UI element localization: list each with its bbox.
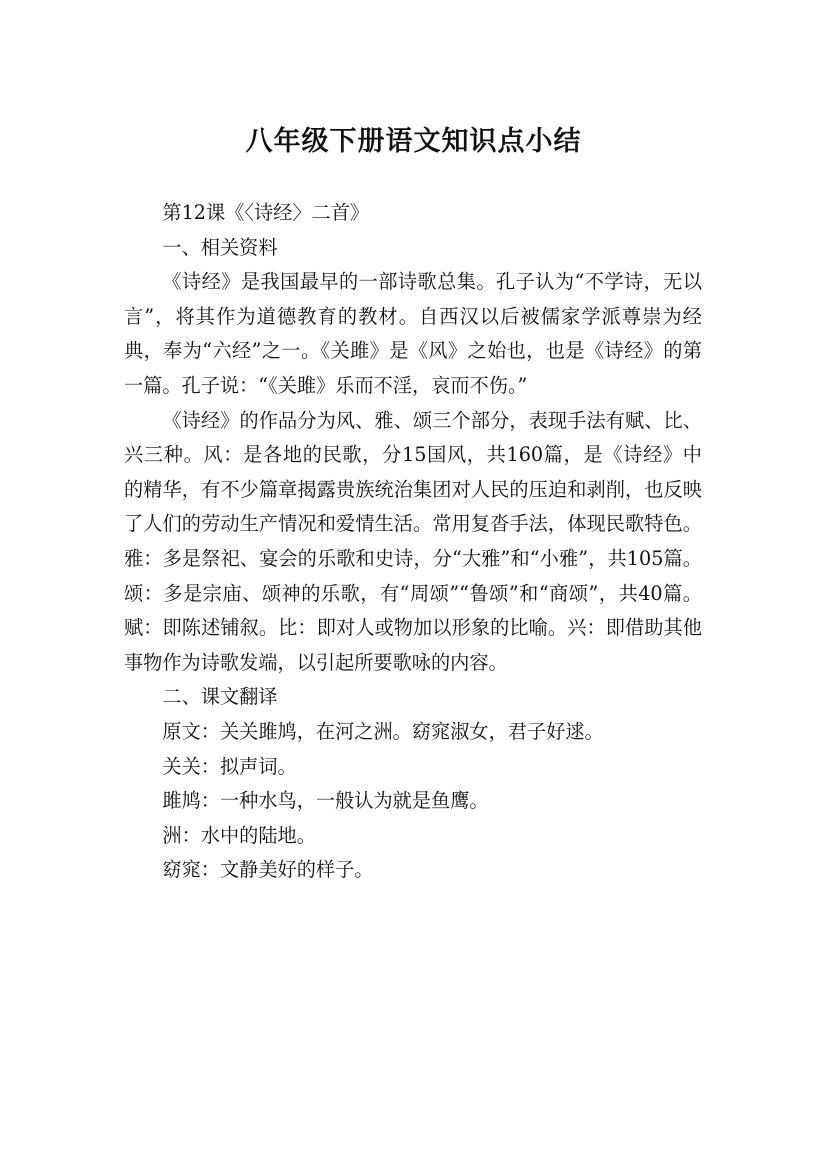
lesson-heading: 第12课《〈诗经〉二首》 <box>162 201 370 224</box>
gloss-yaotiao: 窈窕：文静美好的样子。 <box>162 858 374 882</box>
document-body <box>124 196 702 888</box>
paragraph-shijing-parts: 《诗经》的作品分为风、雅、颂三个部分，表现手法有赋、比、兴三种。风：是各地的民歌，分15国风，共160篇，是《诗经》中的精华，有不少篇章揭露贵族统治集团对人民的压迫和剥削，也反映了人们的劳动生产情况和爱情生活。常用复沓手法，体现民歌特色。雅：多是祭祀、宴会的乐歌和史诗，分“大雅”和“小雅”，共105篇。颂：多是宗庙、颂神的乐歌，有“周颂”“鲁颂”和“商颂”，共40篇。赋：即陈述铺叙。比：即对人或物加以形象的比喻。兴：即借助其他事物作为诗歌发端，以引起所要歌咏的内容。 <box>124 408 702 674</box>
gloss-guanguan: 关关：拟声词。 <box>162 754 297 778</box>
gloss-zhou: 洲：水中的陆地。 <box>162 823 316 847</box>
section-heading-related-materials: 一、相关资料 <box>162 235 278 259</box>
paragraph-original-text: 原文：关关雎鸠，在河之洲。窈窕淑女，君子好逑。 <box>162 719 604 743</box>
section-heading-translation: 二、课文翻译 <box>162 685 278 709</box>
paragraph-shijing-intro: 《诗经》是我国最早的一部诗歌总集。孔子认为“不学诗，无以言”，将其作为道德教育的教材。自西汉以后被儒家学派尊崇为经典，奉为“六经”之一。《关雎》是《风》之始也，也是《诗经》的第一篇。孔子说：“《关雎》乐而不淫，哀而不伤。” <box>124 270 702 397</box>
document-title: 八年级下册语文知识点小结 <box>245 126 582 158</box>
gloss-jujiu: 雎鸠：一种水鸟，一般认为就是鱼鹰。 <box>162 789 489 813</box>
